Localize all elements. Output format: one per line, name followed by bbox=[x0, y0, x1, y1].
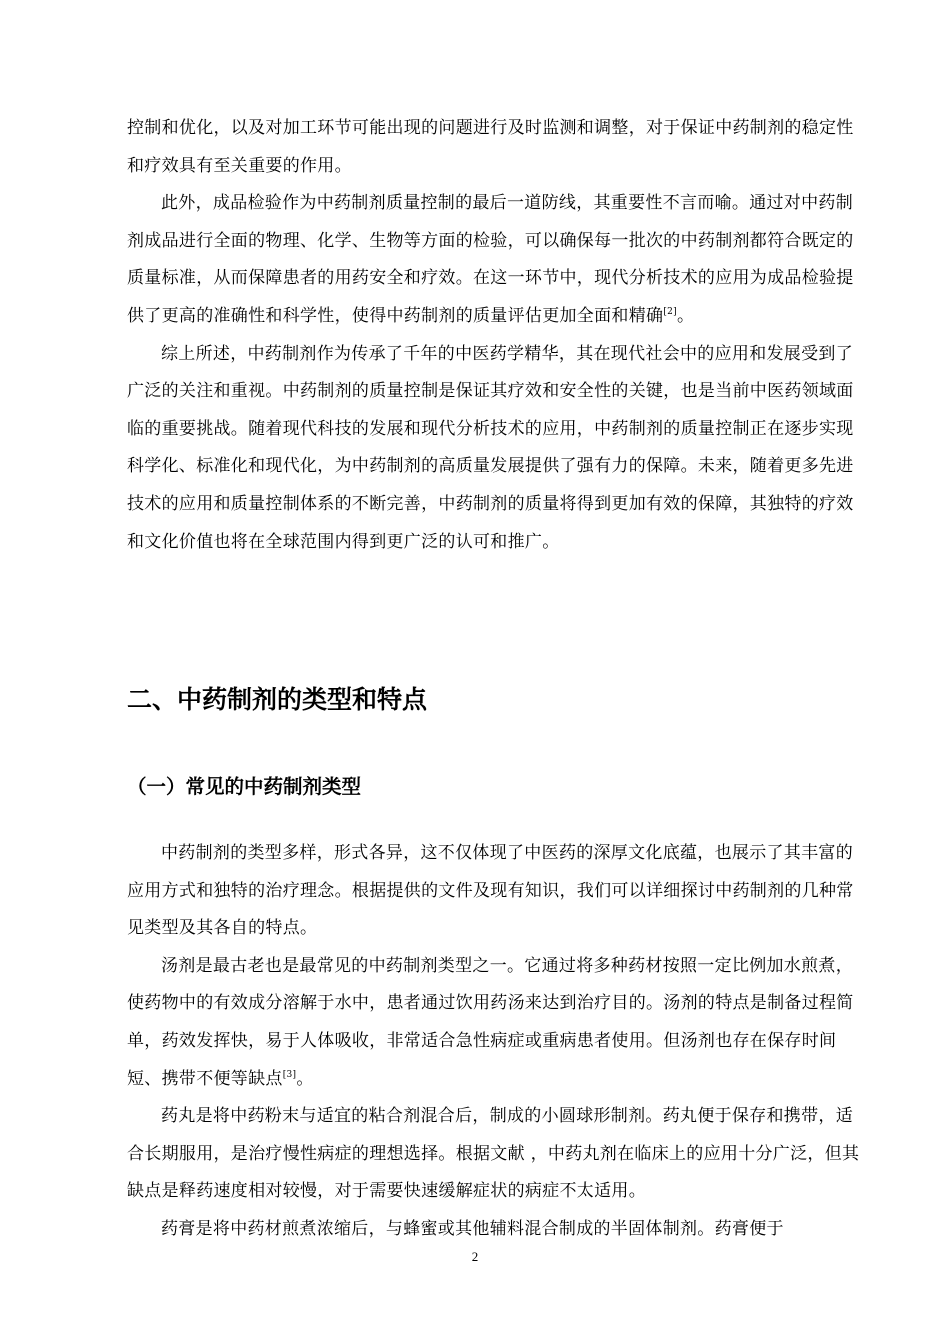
paragraph-summary: 综上所述，中药制剂作为传承了千年的中医药学精华，其在现代社会中的应用和发展受到了广泛的关注和重视。中药制剂的质量控制是保证其疗效和安全性的关键，也是当前中医药领域面临的重要挑战。随着现代科技的发展和现代分析技术的应用，中药制剂的质量控制正在逐步实现科学化、标准化和现代化，为中药制剂的高质量发展提供了强有力的保障。未来，随着更多先进技术的应用和质量控制体系的不断完善，中药制剂的质量将得到更加有效的保障，其独特的疗效和文化价值也将在全球范围内得到更广泛的认可和推广。 bbox=[127, 343, 854, 552]
paragraph-final-inspection: 此外，成品检验作为中药制剂质量控制的最后一道防线，其重要性不言而喻。通过对中药制剂成品进行全面的物理、化学、生物等方面的检验，可以确保每一批次的中药制剂都符合既定的质量标准，从而保障患者的用药安全和疗效。在这一环节中，现代分析技术的应用为成品检验提供了更高的准确性和科学性，使得中药制剂的质量评估更加全面和精确[2]。 bbox=[127, 193, 854, 326]
paragraph-pill: 药丸是将中药粉末与适宜的粘合剂混合后，制成的小圆球形制剂。药丸便于保存和携带，适合长期服用，是治疗慢性病症的理想选择。根据文献 ，中药丸剂在临床上的应用十分广泛，但其缺点是释药速度相对较慢，对于需要快速缓解症状的病症不太适用。 bbox=[127, 1106, 860, 1202]
page-number: 2 bbox=[471, 1249, 479, 1264]
section-heading: 二、中药制剂的类型和特点 bbox=[127, 685, 428, 714]
body-text-bottom bbox=[127, 835, 863, 1249]
paragraph-decoction: 汤剂是最古老也是最常见的中药制剂类型之一。它通过将多种药材按照一定比例加水煎煮，使药物中的有效成分溶解于水中，患者通过饮用药汤来达到治疗目的。汤剂的特点是制备过程简单，药效发挥快，易于人体吸收，非常适合急性病症或重病患者使用。但汤剂也存在保存时间短、携带不便等缺点[3]。 bbox=[127, 955, 854, 1089]
paragraph-paste: 药膏是将中药材煎煮浓缩后，与蜂蜜或其他辅料混合制成的半固体制剂。药膏便于 bbox=[161, 1218, 784, 1239]
paragraph-types-intro: 中药制剂的类型多样，形式各异，这不仅体现了中医药的深厚文化底蕴，也展示了其丰富的应用方式和独特的治疗理念。根据提供的文件及现有知识，我们可以详细探讨中药制剂的几种常见类型及其各自的特点。 bbox=[127, 843, 854, 939]
body-text-top bbox=[127, 110, 863, 561]
citation-ref: [2] bbox=[663, 306, 677, 317]
citation-ref: [3] bbox=[282, 1069, 297, 1080]
subsection-heading: （一）常见的中药制剂类型 bbox=[127, 775, 362, 798]
paragraph-continued: 控制和优化，以及对加工环节可能出现的问题进行及时监测和调整，对于保证中药制剂的稳定性和疗效具有至关重要的作用。 bbox=[127, 118, 854, 176]
